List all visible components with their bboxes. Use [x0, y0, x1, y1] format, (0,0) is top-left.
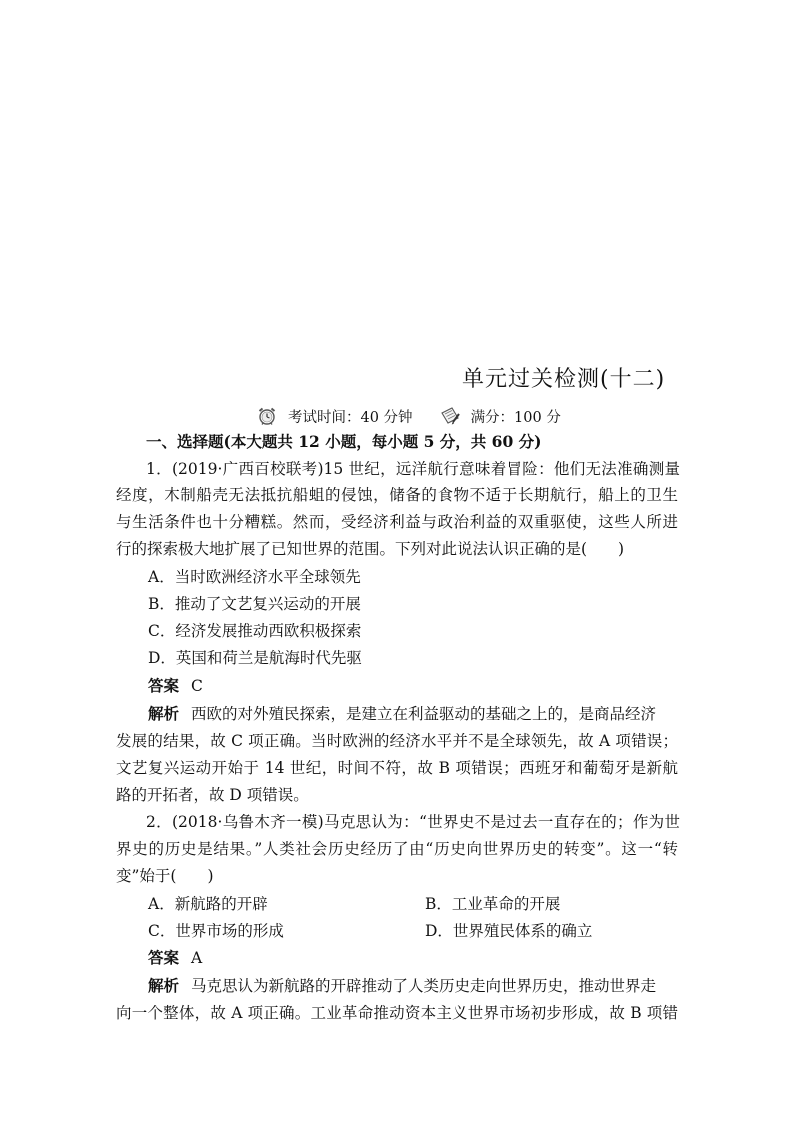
page-title: 单元过关检测(十二): [462, 367, 666, 392]
q2-stem-line: 2．(2018·乌鲁木齐一模)马克思认为：“世界史不是过去一直存在的；作为世: [146, 813, 680, 831]
answer-label: 答案: [148, 948, 180, 967]
q2-option-d: D．世界殖民体系的确立: [425, 922, 593, 940]
analysis-label: 解析: [148, 704, 180, 723]
q1-stem-line: 经度，木制船壳无法抵抗船蛆的侵蚀，储备的食物不适于长期航行，船上的卫生: [116, 486, 678, 504]
q1-answer: [148, 673, 203, 699]
q1-option-a: A．当时欧洲经济水平全球领先: [148, 568, 361, 586]
section-heading: 一、选择题(本大题共 12 小题，每小题 5 分，共 60 分): [146, 432, 542, 451]
q1-analysis-line: 解析 西欧的对外殖民探索，是建立在利益驱动的基础之上的，是商品经济: [148, 704, 657, 723]
q2-analysis-line: 解析 马克思认为新航路的开辟推动了人类历史走向世界历史，推动世界走: [148, 976, 657, 995]
q2-option-c: C．世界市场的形成: [148, 922, 284, 940]
analysis-label: 解析: [148, 976, 180, 995]
q2-answer: [148, 945, 202, 971]
q1-analysis-line: 文艺复兴运动开始于 14 世纪，时间不符，故 B 项错误；西班牙和葡萄牙是新航: [116, 759, 678, 777]
q1-option-d: D．英国和荷兰是航海时代先驱: [148, 649, 362, 667]
q1-option-c: C．经济发展推动西欧积极探索: [148, 622, 362, 640]
q1-analysis-line: 路的开拓者，故 D 项错误。: [116, 786, 309, 804]
alarm-clock-icon: [256, 405, 278, 427]
notepad-pencil-icon: [439, 405, 461, 427]
q1-stem-line: 1．(2019·广西百校联考)15 世纪，远洋航行意味着冒险：他们无法准确测量: [146, 460, 680, 478]
q2-stem-line: 变”始于( ): [116, 867, 214, 885]
answer-value: C: [191, 677, 203, 695]
q1-stem-line: 与生活条件也十分糟糕。然而，受经济利益与政治利益的双重驱使，这些人所进: [116, 513, 678, 531]
q2-option-b: B．工业革命的开展: [425, 895, 561, 913]
q2-stem-line: 界史的历史是结果。”人类社会历史经历了由“历史向世界历史的转变”。这一“转: [116, 840, 678, 858]
q1-stem-line: 行的探索极大地扩展了已知世界的范围。下列对此说法认识正确的是( ): [116, 540, 625, 558]
q1-analysis-line: 发展的结果，故 C 项正确。当时欧洲的经济水平并不是全球领先，故 A 项错误；: [116, 732, 678, 750]
q2-option-a: A．新航路的开辟: [148, 895, 268, 913]
q1-option-b: B．推动了文艺复兴运动的开展: [148, 595, 361, 613]
exam-meta: [256, 404, 561, 428]
exam-score: 满分：100 分: [470, 409, 561, 426]
answer-label: 答案: [148, 676, 180, 695]
answer-value: A: [191, 949, 203, 967]
exam-time: 考试时间：40 分钟: [288, 409, 413, 426]
q2-analysis-line: 向一个整体，故 A 项正确。工业革命推动资本主义世界市场初步形成，故 B 项错: [116, 1004, 678, 1022]
